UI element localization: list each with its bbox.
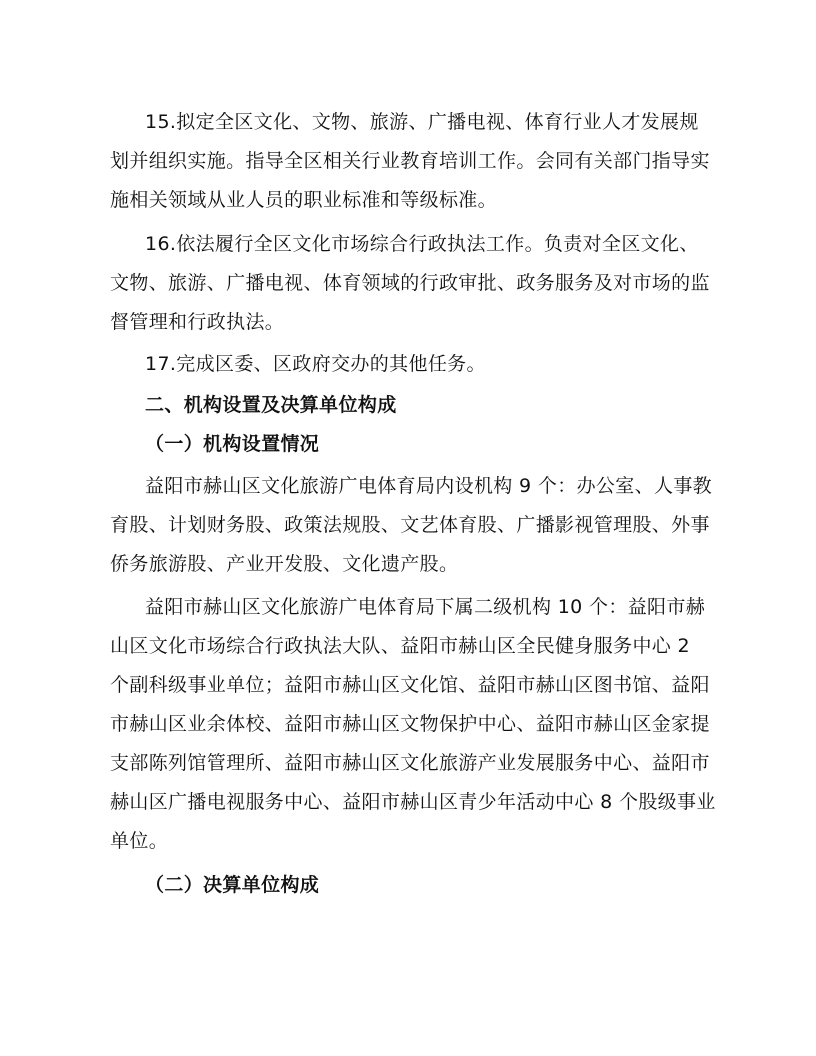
subordinate-units-line-6: 赫山区广播电视服务中心、益阳市赫山区青少年活动中心 8 个股级事业 [110, 791, 716, 813]
paragraph-15-line-1: 15.拟定全区文化、文物、旅游、广播电视、体育行业人才发展规 [145, 111, 699, 133]
subordinate-units-line-1: 益阳市赫山区文化旅游广电体育局下属二级机构 10 个：益阳市赫 [145, 596, 706, 618]
section-heading-organization: 二、机构设置及决算单位构成 [145, 394, 397, 416]
subordinate-units-line-7: 单位。 [110, 830, 169, 852]
paragraph-16-line-2: 文物、旅游、广播电视、体育领域的行政审批、政务服务及对市场的监 [110, 272, 710, 294]
subordinate-units-line-4: 市赫山区业余体校、益阳市赫山区文物保护中心、益阳市赫山区金家提 [110, 713, 710, 735]
paragraph-16-line-3: 督管理和行政执法。 [110, 311, 285, 333]
paragraph-15-line-2: 划并组织实施。指导全区相关行业教育培训工作。会同有关部门指导实 [110, 150, 710, 172]
internal-units-line-2: 育股、计划财务股、政策法规股、文艺体育股、广播影视管理股、外事 [110, 514, 710, 536]
paragraph-17-line-1: 17.完成区委、区政府交办的其他任务。 [145, 353, 486, 375]
internal-units-line-1: 益阳市赫山区文化旅游广电体育局内设机构 9 个：办公室、人事教 [145, 475, 713, 497]
subordinate-units-line-5: 支部陈列馆管理所、益阳市赫山区文化旅游产业发展服务中心、益阳市 [110, 752, 710, 774]
subsection-heading-budget-units: （二）决算单位构成 [145, 874, 320, 896]
internal-units-line-3: 侨务旅游股、产业开发股、文化遗产股。 [110, 553, 459, 575]
subsection-heading-setup: （一）机构设置情况 [145, 433, 320, 455]
subordinate-units-line-3: 个副科级事业单位；益阳市赫山区文化馆、益阳市赫山区图书馆、益阳 [110, 674, 710, 696]
paragraph-15-line-3: 施相关领域从业人员的职业标准和等级标准。 [110, 189, 498, 211]
paragraph-16-line-1: 16.依法履行全区文化市场综合行政执法工作。负责对全区文化、 [145, 233, 699, 255]
subordinate-units-line-2: 山区文化市场综合行政执法大队、益阳市赫山区全民健身服务中心 2 [110, 635, 690, 657]
